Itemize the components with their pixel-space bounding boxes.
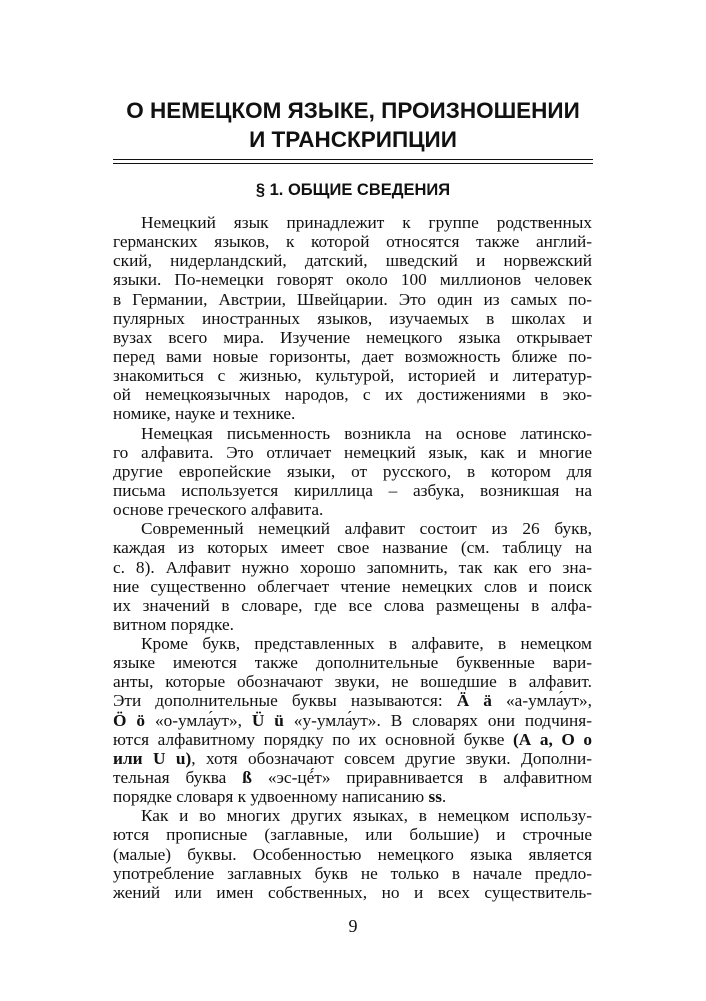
text-line: Современный немецкий алфавит состоит из 26 букв, — [141, 519, 592, 539]
page-number: 9 — [348, 916, 358, 936]
title-rule-top — [113, 159, 593, 160]
page-title-line-1: О НЕМЕЦКОМ ЯЗЫКЕ, ПРОИЗНОШЕНИИ — [126, 98, 580, 123]
text-line: их значений в словаре, где все слова размещены в алфа- — [113, 595, 592, 615]
text-line: германских языков, к которой относятся также англий- — [113, 232, 592, 252]
text-line: (малые) буквы. Особенностью немецкого языка является — [113, 844, 592, 864]
umlaut-o-letters: Ö ö — [113, 710, 146, 730]
text-line: Кроме букв, представленных в алфавите, в немецком — [141, 634, 592, 654]
text-line: Эти дополнительные буквы называются: Ä ä «а-умла́ут», — [113, 691, 592, 711]
text-line: пулярных иностранных языков, изучаемых в школах и — [113, 308, 592, 328]
umlaut-a-letters: Ä ä — [456, 691, 492, 711]
text-line: витном порядке. — [113, 614, 235, 634]
eszett-letter: ß — [242, 768, 252, 788]
text-line: письма используется кириллица – азбука, возникшая на — [113, 480, 592, 500]
base-letters-cont: или U u) — [113, 748, 192, 768]
text-line: жений или имен собственных, но и всех существитель- — [113, 882, 592, 902]
text-line: в Германии, Австрии, Швейцарии. Это один из самых по- — [113, 289, 592, 309]
title-rule-bottom — [113, 163, 593, 164]
text-line: языке имеются также дополнительные буквенные вари- — [113, 653, 592, 673]
text-line: ние существенно облегчает чтение немецких слов и поиск — [113, 576, 592, 596]
text-line: или U u), хотя обозначают совсем другие звуки. Дополни- — [113, 748, 592, 768]
text-line: основе греческого алфавита. — [113, 500, 324, 520]
text-line: вузах всего мира. Изучение немецкого языка открывает — [113, 327, 592, 347]
text-line: анты, которые обозначают звуки, не вошедшие в алфавит. — [113, 672, 592, 692]
text-line: Немецкий язык принадлежит к группе родственных — [141, 213, 592, 232]
double-s-letters: ss — [428, 787, 442, 807]
text-line: перед вами новые горизонты, дает возможность ближе по- — [113, 346, 592, 366]
text-line: другие европейские языки, от русского, в котором для — [113, 461, 592, 481]
text-line: ются алфавитному порядку по их основной букве (А а, О о — [113, 729, 592, 749]
page-title-line-2: И ТРАНСКРИПЦИИ — [249, 127, 457, 152]
text-line: порядке словаря к удвоенному написанию ss. — [113, 787, 447, 807]
text-line: ский, нидерландский, датский, шведский и норвежский — [113, 251, 592, 271]
text-line: ются прописные (заглавные, или большие) и строчные — [113, 825, 592, 845]
text-line: номике, науке и технике. — [113, 404, 296, 424]
section-title: § 1. ОБЩИЕ СВЕДЕНИЯ — [255, 181, 451, 199]
base-letters: (А а, О о — [513, 729, 592, 749]
umlaut-u-letters: Ü ü — [251, 710, 284, 730]
text-line: употребление заглавных букв не только в начале предло- — [113, 863, 592, 883]
text-line: каждая из которых имеет свое название (см. таблицу на — [113, 538, 592, 558]
text-line: Ö ö «о-умла́ут», Ü ü «у-умла́ут». В словарях они подчиня- — [113, 710, 592, 730]
text-line: языки. По-немецки говорят около 100 миллионов человек — [113, 270, 592, 290]
text-line: с. 8). Алфавит нужно хорошо запомнить, так как его зна- — [113, 557, 592, 577]
text-line: Как и во многих других языках, в немецком использу- — [141, 806, 592, 826]
text-line: тельная буква ß «эс-цé́т» приравнивается в алфавитном — [113, 768, 592, 788]
text-line: го алфавита. Это отличает немецкий язык, как и многие — [113, 442, 592, 462]
page-title — [90, 96, 616, 154]
text-line: ой немецкоязычных народов, с их достижениями в эко- — [113, 385, 592, 405]
text-line: Немецкая письменность возникла на основе латинско- — [141, 423, 592, 443]
text-line: знакомиться с жизнью, культурой, историей и литератур- — [113, 366, 592, 386]
